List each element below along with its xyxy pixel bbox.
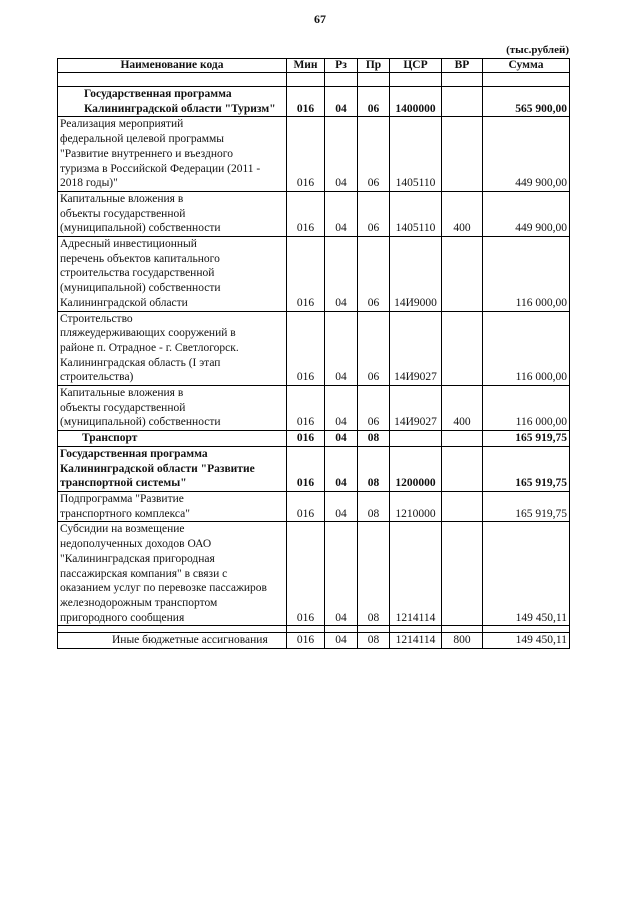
table-row (58, 311, 570, 386)
table-row (58, 491, 570, 521)
row-name: Иные бюджетные ассигнования (58, 633, 287, 649)
row-pr: 06 (358, 311, 390, 386)
row-name: Субсидии на возмещение недополученных доходов ОАО "Калининградская пригородная пассажирская компания" в связи с оказанием услуг по перевозке пассажиров железнодорожным транспортом пригородного сообщения (58, 522, 287, 626)
table-row (58, 237, 570, 312)
row-rz: 04 (325, 446, 358, 491)
row-vr (442, 117, 483, 192)
row-min: 016 (287, 311, 325, 386)
row-csr: 1214114 (390, 633, 442, 649)
row-pr: 08 (358, 491, 390, 521)
row-sum: 116 000,00 (483, 386, 570, 431)
row-vr (442, 431, 483, 447)
row-csr: 1210000 (390, 491, 442, 521)
row-csr: 1405110 (390, 191, 442, 236)
row-pr: 06 (358, 87, 390, 117)
header-rz: Рз (325, 59, 358, 73)
row-pr: 06 (358, 237, 390, 312)
row-min: 016 (287, 386, 325, 431)
row-min: 016 (287, 87, 325, 117)
row-min: 016 (287, 117, 325, 192)
row-name: Государственная программа Калининградской области "Туризм" (58, 87, 287, 117)
row-min: 016 (287, 191, 325, 236)
row-vr (442, 491, 483, 521)
row-rz: 04 (325, 633, 358, 649)
row-vr: 800 (442, 633, 483, 649)
unit-note: (тыс.рублей) (506, 44, 569, 56)
row-sum: 149 450,11 (483, 522, 570, 626)
row-name: Транспорт (58, 431, 287, 447)
table-row (58, 386, 570, 431)
row-rz: 04 (325, 491, 358, 521)
row-sum: 116 000,00 (483, 311, 570, 386)
row-vr (442, 237, 483, 312)
row-rz: 04 (325, 431, 358, 447)
table-row (58, 117, 570, 192)
table-row (58, 522, 570, 626)
header-pr: Пр (358, 59, 390, 73)
row-min: 016 (287, 446, 325, 491)
row-csr: 1214114 (390, 522, 442, 626)
row-sum: 116 000,00 (483, 237, 570, 312)
row-csr: 14И9027 (390, 386, 442, 431)
row-csr: 1200000 (390, 446, 442, 491)
row-sum: 165 919,75 (483, 491, 570, 521)
row-vr (442, 311, 483, 386)
row-vr: 400 (442, 191, 483, 236)
row-pr: 08 (358, 431, 390, 447)
row-rz: 04 (325, 522, 358, 626)
header-sum: Сумма (483, 59, 570, 73)
row-min: 016 (287, 431, 325, 447)
row-min: 016 (287, 522, 325, 626)
row-sum: 449 900,00 (483, 117, 570, 192)
row-rz: 04 (325, 237, 358, 312)
row-pr: 06 (358, 386, 390, 431)
row-rz: 04 (325, 117, 358, 192)
budget-table (57, 58, 570, 649)
row-sum: 149 450,11 (483, 633, 570, 649)
row-sum: 165 919,75 (483, 431, 570, 447)
row-pr: 06 (358, 191, 390, 236)
header-vr: ВР (442, 59, 483, 73)
row-vr (442, 522, 483, 626)
row-csr (390, 431, 442, 447)
row-csr: 14И9027 (390, 311, 442, 386)
row-name: Государственная программа Калининградской области "Развитие транспортной системы" (58, 446, 287, 491)
row-name: Реализация мероприятий федеральной целевой программы "Развитие внутреннего и въездного туризма в Российской Федерации (2011 - 2018 годы)" (58, 117, 287, 192)
header-min: Мин (287, 59, 325, 73)
row-min: 016 (287, 491, 325, 521)
row-name: Капитальные вложения в объекты государственной (муниципальной) собственности (58, 386, 287, 431)
table-row (58, 431, 570, 447)
row-name: Адресный инвестиционный перечень объектов капитального строительства государственной (муниципальной) собственности Калининградской области (58, 237, 287, 312)
row-pr: 08 (358, 522, 390, 626)
row-pr: 08 (358, 446, 390, 491)
row-sum: 565 900,00 (483, 87, 570, 117)
row-name: Строительство пляжеудерживающих сооружений в районе п. Отрадное - г. Светлогорск. Калининградская область (I этап строительства) (58, 311, 287, 386)
page-number: 67 (314, 12, 326, 26)
row-rz: 04 (325, 386, 358, 431)
row-min: 016 (287, 633, 325, 649)
table-row (58, 87, 570, 117)
header-name: Наименование кода (58, 59, 287, 73)
row-sum: 165 919,75 (483, 446, 570, 491)
spacer-row (58, 73, 570, 87)
row-vr (442, 87, 483, 117)
row-rz: 04 (325, 311, 358, 386)
row-rz: 04 (325, 191, 358, 236)
row-csr: 1405110 (390, 117, 442, 192)
row-rz: 04 (325, 87, 358, 117)
row-vr: 400 (442, 386, 483, 431)
table-header-row (58, 59, 570, 73)
row-vr (442, 446, 483, 491)
row-pr: 08 (358, 633, 390, 649)
table-row (58, 633, 570, 649)
row-sum: 449 900,00 (483, 191, 570, 236)
table-row (58, 446, 570, 491)
row-name: Капитальные вложения в объекты государственной (муниципальной) собственности (58, 191, 287, 236)
row-csr: 14И9000 (390, 237, 442, 312)
row-min: 016 (287, 237, 325, 312)
row-pr: 06 (358, 117, 390, 192)
spacer-row (58, 626, 570, 633)
header-csr: ЦСР (390, 59, 442, 73)
row-csr: 1400000 (390, 87, 442, 117)
row-name: Подпрограмма "Развитие транспортного комплекса" (58, 491, 287, 521)
table-row (58, 191, 570, 236)
